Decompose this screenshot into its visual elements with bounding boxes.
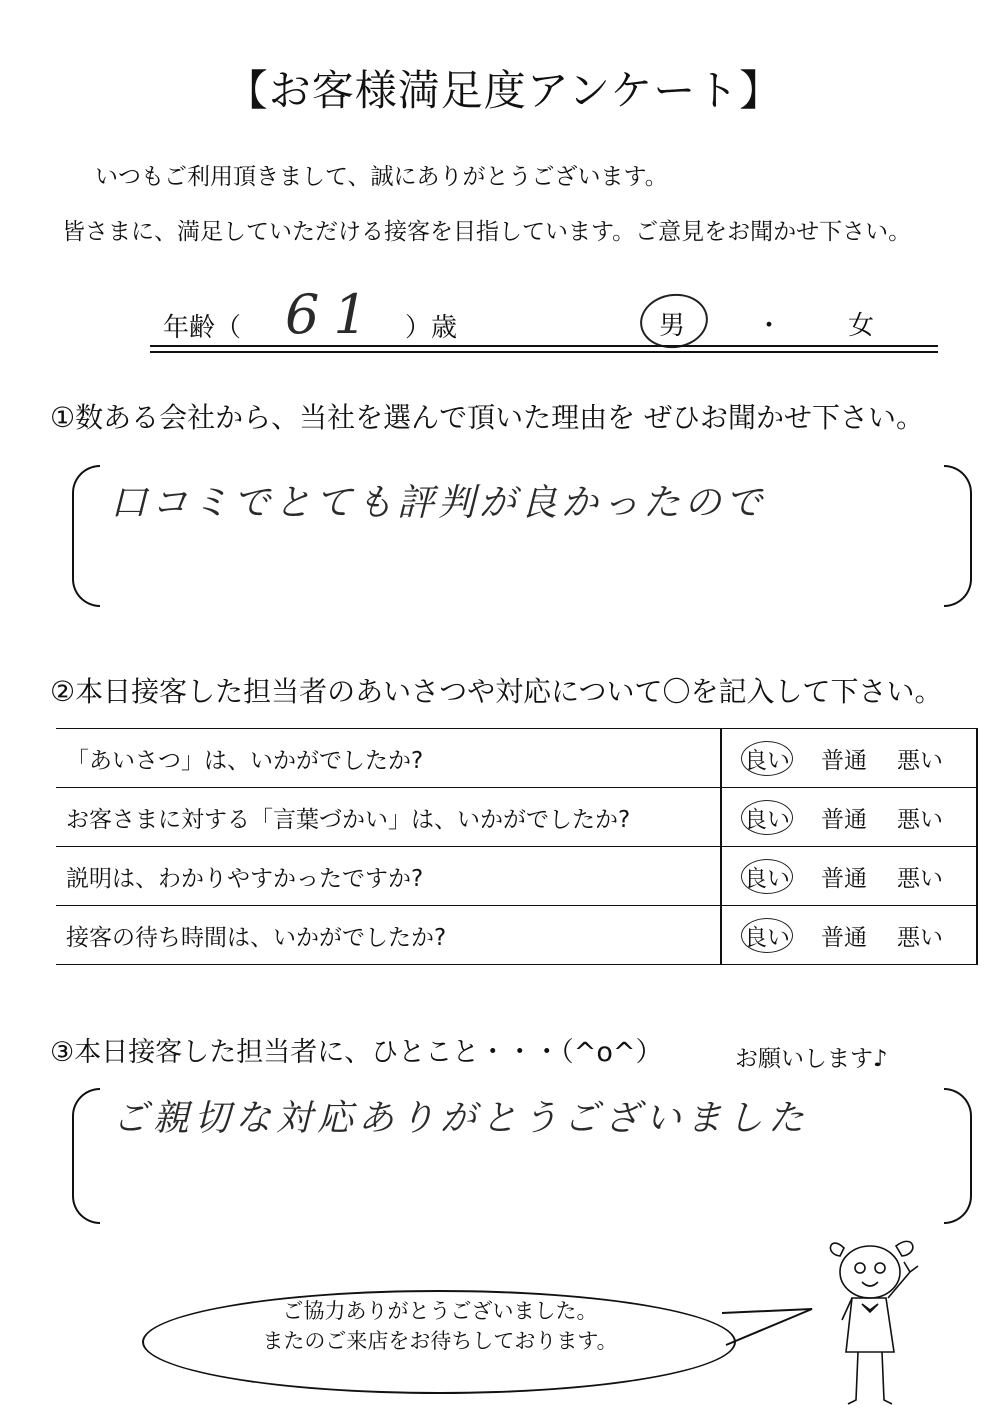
rating-option-good[interactable]: 良い bbox=[741, 741, 793, 776]
intro-line-2: 皆さまに、満足していただける接客を目指しています。ご意見をお聞かせ下さい。 bbox=[62, 219, 912, 245]
q3-question: ③本日接客した担当者に、ひとこと・・・（^o^） bbox=[50, 1037, 663, 1068]
rating-options bbox=[721, 788, 977, 847]
mascot-icon bbox=[822, 1232, 922, 1412]
rating-table bbox=[56, 728, 978, 965]
survey-title: 【お客様満足度アンケート】 bbox=[225, 66, 783, 115]
rating-question: お客さまに対する「言葉づかい」は、いかがでしたか? bbox=[56, 788, 721, 847]
closing-line-2: またのご来店をお待ちしております。 bbox=[262, 1329, 618, 1353]
speech-bubble-tail bbox=[720, 1305, 820, 1355]
gender-separator: ・ bbox=[756, 311, 783, 341]
rating-row bbox=[56, 788, 977, 847]
q1-answer[interactable]: 口コミでとても評判が良かったので bbox=[110, 481, 766, 524]
q3-answer[interactable]: ご親切な対応ありがとうございました bbox=[112, 1098, 810, 1139]
rating-option-average[interactable]: 普通 bbox=[821, 747, 867, 774]
rating-row bbox=[56, 906, 977, 965]
rating-option-good[interactable]: 良い bbox=[741, 918, 793, 953]
q3-right-bracket bbox=[944, 1088, 972, 1224]
q3-left-bracket bbox=[72, 1088, 100, 1224]
closing-message bbox=[150, 1296, 730, 1356]
rating-option-average[interactable]: 普通 bbox=[821, 924, 867, 951]
rating-question: 接客の待ち時間は、いかがでしたか? bbox=[56, 906, 721, 965]
q1-question: ①数ある会社から、当社を選んで頂いた理由を ぜひお聞かせ下さい。 bbox=[50, 401, 925, 434]
q1-right-bracket bbox=[944, 465, 972, 607]
rating-option-bad[interactable]: 悪い bbox=[897, 806, 943, 833]
age-suffix: ）歳 bbox=[405, 313, 458, 343]
gender-male[interactable]: 男 bbox=[659, 311, 686, 341]
intro-line-1: いつもご利用頂きまして、誠にありがとうございます。 bbox=[95, 164, 668, 190]
rating-question: 「あいさつ」は、いかがでしたか? bbox=[56, 729, 721, 788]
q2-question: ②本日接客した担当者のあいさつや対応について〇を記入して下さい。 bbox=[50, 675, 943, 708]
rating-option-bad[interactable]: 悪い bbox=[897, 865, 943, 892]
rating-question: 説明は、わかりやすかったですか? bbox=[56, 847, 721, 906]
gender-female[interactable]: 女 bbox=[848, 311, 875, 341]
closing-line-1: ご協力ありがとうございました。 bbox=[282, 1299, 598, 1323]
q3-request: お願いします♪ bbox=[735, 1046, 888, 1072]
rating-options bbox=[721, 847, 977, 906]
rating-options bbox=[721, 729, 977, 788]
q1-left-bracket bbox=[72, 465, 100, 607]
rating-option-good[interactable]: 良い bbox=[741, 859, 793, 894]
rating-row bbox=[56, 847, 977, 906]
profile-double-rule bbox=[150, 345, 938, 353]
rating-option-average[interactable]: 普通 bbox=[821, 865, 867, 892]
rating-option-bad[interactable]: 悪い bbox=[897, 747, 943, 774]
rating-option-bad[interactable]: 悪い bbox=[897, 924, 943, 951]
rating-options bbox=[721, 906, 977, 965]
rating-row bbox=[56, 729, 977, 788]
age-label: 年齢（ bbox=[163, 313, 242, 343]
rating-option-average[interactable]: 普通 bbox=[821, 806, 867, 833]
age-value[interactable]: 61 bbox=[285, 283, 382, 346]
rating-option-good[interactable]: 良い bbox=[741, 800, 793, 835]
